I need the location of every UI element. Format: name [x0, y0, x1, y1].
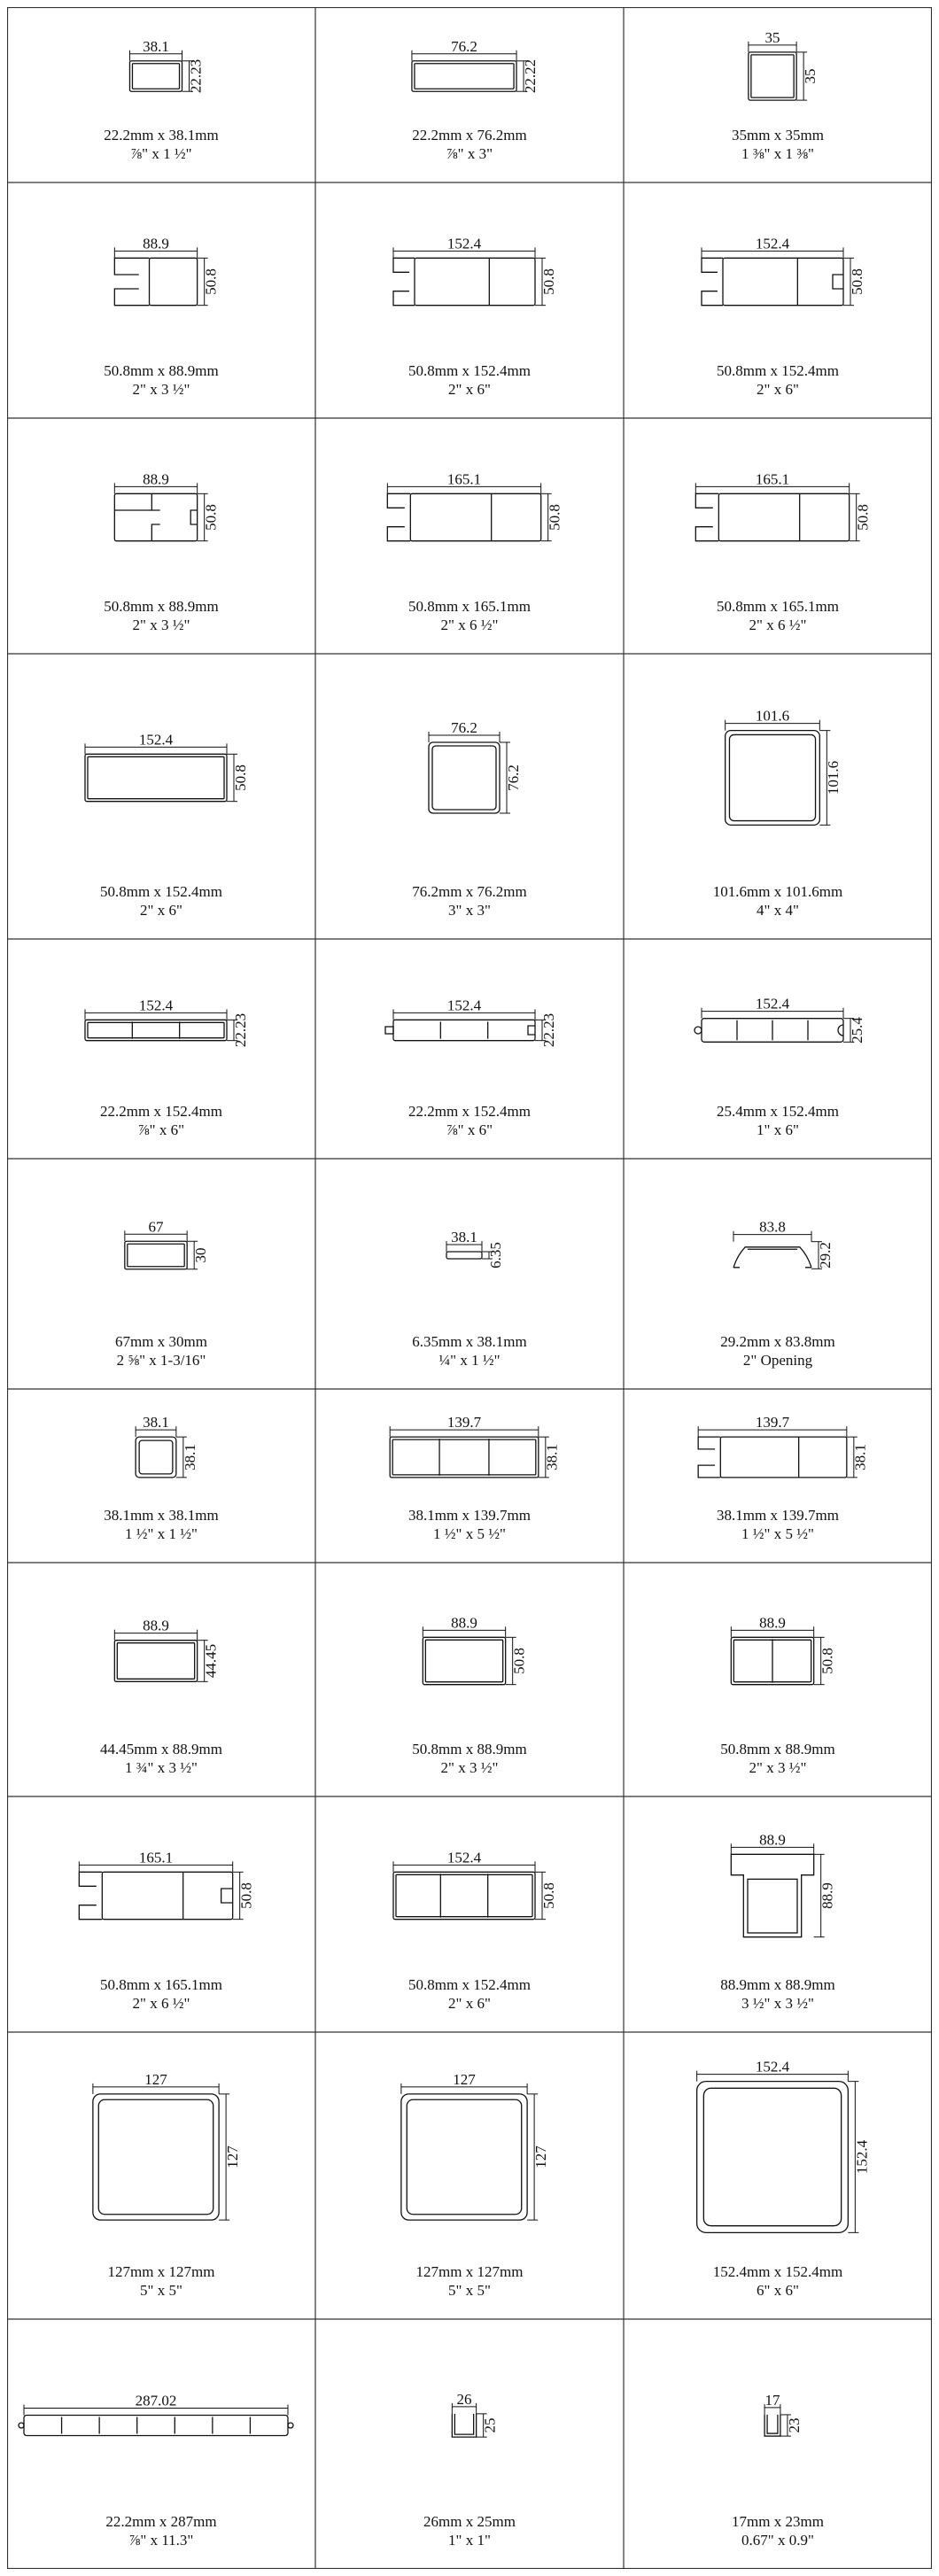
metric-size-label: 50.8mm x 165.1mm [408, 598, 531, 615]
imperial-size-label: 2" x 3 ½" [132, 381, 190, 398]
profile-cell [7, 939, 315, 1159]
metric-size-label: 67mm x 30mm [115, 1333, 207, 1350]
imperial-size-label: 1" x 1" [448, 2532, 491, 2549]
profile-cell [7, 1796, 315, 2032]
profile-cell [315, 1563, 624, 1796]
dimension-height-label: 22.22 [521, 58, 539, 94]
dimension-width-label: 88.9 [143, 1617, 169, 1634]
profile-cell [624, 654, 932, 939]
metric-size-label: 44.45mm x 88.9mm [100, 1741, 222, 1757]
profile-cell [7, 182, 315, 418]
profile-shape [749, 52, 796, 100]
metric-size-label: 127mm x 127mm [107, 2263, 215, 2280]
dimension-width-label: 152.4 [755, 995, 790, 1013]
dimension-width-label: 83.8 [759, 1218, 786, 1236]
dimension-width-label: 38.1 [451, 1229, 477, 1245]
profile-cell [624, 182, 932, 418]
metric-size-label: 22.2mm x 152.4mm [408, 1103, 531, 1120]
dimension-height-label: 50.8 [848, 268, 865, 295]
dimension-height-label: 44.45 [202, 1643, 220, 1679]
profile-shape [446, 1252, 482, 1259]
profile-cell [315, 2319, 624, 2569]
dimension-height-label: 50.8 [202, 504, 220, 531]
dimension-height-label: 50.8 [854, 504, 872, 531]
imperial-size-label: ⅞" x 6" [137, 1121, 185, 1138]
dimension-height-label: 50.8 [546, 504, 563, 531]
profile-cell [624, 1796, 932, 2032]
dimension-height-label: 50.8 [510, 1648, 528, 1674]
profile-cell [7, 2319, 315, 2569]
dimension-width-label: 67 [148, 1218, 164, 1236]
dimension-width-label: 152.4 [446, 1849, 482, 1866]
profile-shape [19, 2415, 293, 2435]
metric-size-label: 50.8mm x 88.9mm [412, 1741, 527, 1757]
profile-shape [385, 1020, 535, 1040]
metric-size-label: 6.35mm x 38.1mm [412, 1333, 527, 1350]
profile-shape [387, 493, 540, 540]
metric-size-label: 50.8mm x 152.4mm [408, 362, 531, 379]
profile-shape [695, 1019, 843, 1043]
profile-shape [695, 493, 849, 540]
imperial-size-label: ⅞" x 1 ½" [130, 145, 192, 162]
metric-size-label: 127mm x 127mm [415, 2263, 524, 2280]
metric-size-label: 88.9mm x 88.9mm [720, 1976, 835, 1993]
profile-cell [315, 1796, 624, 2032]
profile-shape [125, 1241, 187, 1269]
profile-shape [697, 2082, 849, 2233]
metric-size-label: 152.4mm x 152.4mm [712, 2263, 843, 2280]
profile-cell [624, 1563, 932, 1796]
dimension-width-label: 17 [764, 2391, 780, 2409]
profile-shape [731, 1854, 813, 1936]
imperial-size-label: ⅞" x 11.3" [128, 2532, 194, 2549]
imperial-size-label: 2" x 6 ½" [132, 1995, 190, 2012]
dimension-width-label: 76.2 [451, 718, 477, 736]
profile-cell [315, 182, 624, 418]
metric-size-label: 50.8mm x 88.9mm [104, 362, 219, 379]
dimension-width-label: 88.9 [759, 1614, 786, 1632]
profile-cell [315, 939, 624, 1159]
dimension-width-label: 287.02 [135, 2392, 177, 2409]
profile-shape [129, 61, 182, 91]
metric-size-label: 22.2mm x 152.4mm [100, 1103, 222, 1120]
metric-size-label: 50.8mm x 152.4mm [408, 1976, 531, 1993]
metric-size-label: 25.4mm x 152.4mm [717, 1103, 839, 1120]
metric-size-label: 26mm x 25mm [423, 2513, 516, 2530]
profile-shape [114, 493, 197, 540]
dimension-width-label: 76.2 [451, 37, 477, 55]
profile-shape [452, 2414, 476, 2437]
imperial-size-label: 2" x 3 ½" [440, 1759, 499, 1776]
profile-cell [624, 2319, 932, 2569]
dimension-width-label: 101.6 [755, 707, 790, 725]
profile-cell [624, 1159, 932, 1389]
profile-cell [315, 7, 624, 182]
dimension-width-label: 152.4 [755, 2058, 790, 2076]
metric-size-label: 50.8mm x 165.1mm [100, 1976, 222, 1993]
imperial-size-label: 0.67" x 0.9" [741, 2532, 814, 2549]
profile-shape [429, 742, 500, 813]
profile-cell [7, 1389, 315, 1563]
dimension-width-label: 127 [144, 2070, 167, 2088]
profile-shape [136, 1437, 176, 1478]
dimension-height-label: 38.1 [181, 1444, 198, 1470]
dimension-height-label: 22.23 [187, 58, 205, 94]
dimension-width-label: 165.1 [138, 1849, 174, 1866]
profile-cell [7, 1159, 315, 1389]
profile-shape [731, 1637, 813, 1684]
imperial-size-label: 4" x 4" [757, 902, 799, 919]
metric-size-label: 38.1mm x 38.1mm [104, 1507, 219, 1524]
profile-shape [423, 1637, 505, 1684]
dimension-width-label: 26 [456, 2390, 472, 2408]
profile-catalog-sheet [7, 7, 932, 2569]
dimension-height-label: 35 [802, 68, 819, 84]
profile-cell [624, 418, 932, 654]
profile-shape [114, 1641, 197, 1682]
metric-size-label: 22.2mm x 76.2mm [412, 127, 527, 144]
dimension-height-label: 50.8 [819, 1648, 836, 1674]
dimension-height-label: 6.35 [486, 1242, 504, 1269]
dimension-width-label: 88.9 [759, 1831, 786, 1849]
metric-size-label: 29.2mm x 83.8mm [720, 1333, 835, 1350]
dimension-height-label: 88.9 [819, 1882, 836, 1909]
profile-cell [7, 7, 315, 182]
profile-shape [726, 731, 820, 826]
profile-shape [85, 754, 227, 801]
dimension-height-label: 127 [224, 2145, 242, 2169]
imperial-size-label: 2" x 6 ½" [440, 617, 499, 633]
imperial-size-label: 2" x 6" [757, 381, 799, 398]
dimension-width-label: 88.9 [451, 1614, 477, 1632]
dimension-height-label: 127 [532, 2145, 550, 2169]
imperial-size-label: 2" x 3 ½" [749, 1759, 807, 1776]
dimension-width-label: 152.4 [446, 235, 482, 252]
dimension-width-label: 152.4 [138, 731, 174, 749]
dimension-height-label: 50.8 [539, 268, 557, 295]
dimension-width-label: 152.4 [446, 997, 482, 1014]
profile-shape [85, 1020, 227, 1040]
profile-shape [93, 2094, 219, 2220]
profile-cell [7, 2032, 315, 2319]
imperial-size-label: 2" x 6" [448, 1995, 491, 2012]
profile-cell [624, 939, 932, 1159]
imperial-size-label: 1 ¾" x 3 ½" [125, 1759, 198, 1776]
metric-size-label: 101.6mm x 101.6mm [712, 883, 843, 900]
dimension-width-label: 88.9 [143, 235, 169, 252]
imperial-size-label: 2" x 6 ½" [749, 617, 807, 633]
dimension-width-label: 88.9 [143, 470, 169, 488]
dimension-height-label: 50.8 [539, 1882, 557, 1909]
dimension-height-label: 23 [785, 2417, 803, 2433]
dimension-height-label: 50.8 [202, 268, 220, 295]
metric-size-label: 50.8mm x 88.9mm [104, 598, 219, 615]
imperial-size-label: 1 ½" x 1 ½" [125, 1525, 198, 1542]
metric-size-label: 22.2mm x 287mm [105, 2513, 217, 2530]
imperial-size-label: 3" x 3" [448, 902, 491, 919]
dimension-height-label: 50.8 [231, 764, 249, 791]
dimension-height-label: 152.4 [853, 2139, 871, 2175]
profile-shape [698, 1437, 847, 1478]
profile-shape [702, 258, 843, 305]
profile-shape [401, 2094, 527, 2220]
imperial-size-label: 2" x 6" [140, 902, 182, 919]
metric-size-label: 35mm x 35mm [732, 127, 824, 144]
imperial-size-label: 2 ⅝" x 1-3/16" [116, 1352, 206, 1369]
imperial-size-label: ⅞" x 3" [446, 145, 493, 162]
dimension-width-label: 152.4 [755, 235, 790, 252]
imperial-size-label: 1 ½" x 5 ½" [433, 1525, 506, 1542]
profile-shape [733, 1247, 811, 1268]
profile-cell [624, 1389, 932, 1563]
profile-shape [393, 1872, 535, 1919]
profile-shape [393, 258, 535, 305]
imperial-size-label: 2" x 6" [448, 381, 491, 398]
profile-shape [79, 1872, 232, 1919]
profile-cell [624, 7, 932, 182]
dimension-height-label: 25 [481, 2417, 499, 2433]
metric-size-label: 50.8mm x 165.1mm [717, 598, 839, 615]
imperial-size-label: 5" x 5" [140, 2282, 182, 2299]
profile-shape [390, 1437, 539, 1478]
dimension-width-label: 139.7 [755, 1414, 790, 1432]
metric-size-label: 50.8mm x 152.4mm [717, 362, 839, 379]
imperial-size-label: 2" x 3 ½" [132, 617, 190, 633]
imperial-size-label: 3 ½" x 3 ½" [741, 1995, 814, 2012]
dimension-height-label: 22.23 [231, 1013, 249, 1048]
metric-size-label: 22.2mm x 38.1mm [104, 127, 219, 144]
profile-cell [315, 418, 624, 654]
dimension-height-label: 22.23 [539, 1013, 557, 1048]
metric-size-label: 76.2mm x 76.2mm [412, 883, 527, 900]
dimension-width-label: 152.4 [138, 997, 174, 1014]
profile-shape [114, 258, 197, 305]
metric-size-label: 50.8mm x 88.9mm [720, 1741, 835, 1757]
metric-size-label: 38.1mm x 139.7mm [408, 1507, 531, 1524]
dimension-height-label: 38.1 [851, 1444, 869, 1470]
dimension-height-label: 25.4 [848, 1017, 865, 1044]
profile-cell [7, 418, 315, 654]
dimension-width-label: 38.1 [143, 37, 169, 55]
profile-cell [7, 1563, 315, 1796]
imperial-size-label: 5" x 5" [448, 2282, 491, 2299]
imperial-size-label: ¼" x 1 ½" [438, 1352, 501, 1369]
dimension-height-label: 29.2 [816, 1242, 834, 1269]
profile-cell [315, 1389, 624, 1563]
dimension-width-label: 35 [764, 28, 780, 46]
profile-cell [624, 2032, 932, 2319]
dimension-width-label: 139.7 [446, 1414, 482, 1432]
dimension-width-label: 38.1 [143, 1414, 169, 1432]
imperial-size-label: 2" Opening [742, 1352, 813, 1369]
imperial-size-label: 1 ⅜" x 1 ⅜" [741, 145, 814, 162]
dimension-width-label: 165.1 [446, 470, 482, 488]
profile-shape [764, 2415, 780, 2436]
imperial-size-label: 1" x 6" [757, 1121, 799, 1138]
dimension-height-label: 76.2 [504, 764, 522, 791]
profile-cell [315, 2032, 624, 2319]
metric-size-label: 17mm x 23mm [732, 2513, 824, 2530]
profile-cell [7, 654, 315, 939]
dimension-height-label: 50.8 [237, 1882, 255, 1909]
dimension-width-label: 165.1 [755, 470, 790, 488]
imperial-size-label: ⅞" x 6" [446, 1121, 493, 1138]
dimension-height-label: 30 [192, 1247, 210, 1263]
imperial-size-label: 1 ½" x 5 ½" [741, 1525, 814, 1542]
dimension-width-label: 127 [453, 2070, 476, 2088]
dimension-height-label: 101.6 [825, 760, 842, 795]
profile-cell [315, 654, 624, 939]
metric-size-label: 38.1mm x 139.7mm [717, 1507, 839, 1524]
metric-size-label: 50.8mm x 152.4mm [100, 883, 222, 900]
imperial-size-label: 6" x 6" [757, 2282, 799, 2299]
dimension-height-label: 38.1 [543, 1444, 561, 1470]
profile-cell [315, 1159, 624, 1389]
profile-shape [412, 61, 516, 91]
